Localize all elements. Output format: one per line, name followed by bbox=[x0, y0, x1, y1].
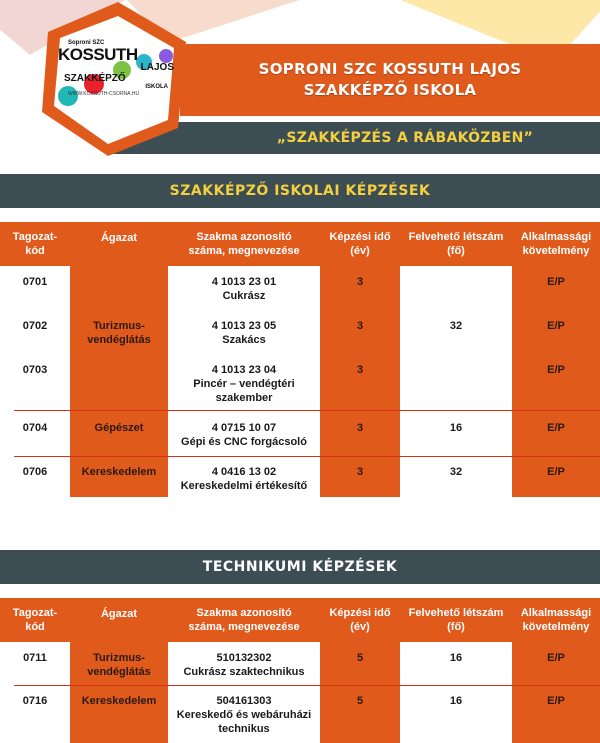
cell-alkalmassag: E/P bbox=[547, 276, 565, 288]
logo-small-text: Soproni SZC bbox=[68, 40, 105, 46]
szakkepzo-table bbox=[0, 222, 600, 497]
table-header bbox=[0, 222, 600, 266]
row-divider bbox=[14, 410, 600, 411]
header-letszam: Felvehető létszám (fő) bbox=[408, 231, 504, 257]
cell-szakma: 510132302 Cukrász szaktechnikus bbox=[183, 652, 305, 678]
cell-szakma: 4 0715 10 07 Gépi és CNC forgácsoló bbox=[181, 422, 307, 448]
cell-kod: 0701 bbox=[22, 276, 48, 288]
school-title-line2: SZAKKÉPZŐ ISKOLA bbox=[303, 81, 477, 99]
cell-agazat: Turizmus- vendéglátás bbox=[87, 320, 151, 346]
header-alkalmassag: Alkalmassági követelmény bbox=[520, 607, 592, 633]
header-szakma: Szakma azonosító száma, megnevezése bbox=[188, 231, 300, 257]
cell-alkalmassag: E/P bbox=[547, 320, 565, 332]
logo-szakkepzo: SZAKKÉPZŐ bbox=[64, 73, 126, 84]
school-title-line1: SOPRONI SZC KOSSUTH LAJOS bbox=[258, 60, 522, 78]
cell-agazat: Gépészet bbox=[94, 422, 144, 434]
table-header bbox=[0, 598, 600, 642]
cell-kod: 0706 bbox=[22, 466, 48, 478]
cell-szakma: 4 1013 23 04 Pincér – vendégtéri szakember bbox=[193, 364, 295, 404]
column-bg-agazat bbox=[70, 262, 168, 497]
cell-alkalmassag: E/P bbox=[547, 364, 565, 376]
cell-kod: 0703 bbox=[22, 364, 48, 376]
cell-szakma: 4 1013 23 01 Cukrász bbox=[211, 276, 277, 302]
cell-kod: 0716 bbox=[22, 695, 48, 707]
cell-ido: 3 bbox=[356, 276, 364, 288]
logo-kossuth: KOSSUTH bbox=[58, 45, 138, 64]
cell-agazat: Kereskedelem bbox=[81, 695, 157, 707]
cell-alkalmassag: E/P bbox=[547, 695, 565, 707]
header-agazat: Ágazat bbox=[100, 232, 138, 244]
cell-letszam: 32 bbox=[449, 466, 463, 478]
cell-agazat: Turizmus- vendéglátás bbox=[87, 652, 151, 678]
cell-alkalmassag: E/P bbox=[547, 652, 565, 664]
header-tagozat-kod: Tagozat- kód bbox=[12, 607, 58, 633]
cell-kod: 0711 bbox=[23, 652, 47, 664]
header-alkalmassag: Alkalmassági követelmény bbox=[520, 231, 592, 257]
header-tagozat-kod: Tagozat- kód bbox=[12, 231, 58, 257]
cell-ido: 3 bbox=[356, 466, 364, 478]
cell-szakma: 4 1013 23 05 Szakács bbox=[211, 320, 277, 346]
cell-szakma: 504161303 Kereskedő és webáruházi technikus bbox=[176, 695, 312, 735]
logo-url: WWW.KOSSUTH-CSORNA.HU bbox=[68, 91, 140, 97]
cell-szakma: 4 0416 13 02 Kereskedelmi értékesítő bbox=[180, 466, 308, 492]
cell-letszam: 16 bbox=[449, 422, 463, 434]
logo-iskola: ISKOLA bbox=[145, 84, 168, 90]
column-bg-ido bbox=[320, 262, 400, 497]
column-bg-alkalmassag bbox=[512, 262, 600, 497]
cell-kod: 0704 bbox=[22, 422, 48, 434]
cell-alkalmassag: E/P bbox=[547, 422, 565, 434]
section-title-szakkepzo: SZAKKÉPZŐ ISKOLAI KÉPZÉSEK bbox=[169, 183, 431, 199]
header-kepzesi-ido: Képzési idő (év) bbox=[329, 231, 391, 257]
logo-lajos: LAJOS bbox=[140, 62, 174, 73]
technikum-table bbox=[0, 598, 600, 743]
cell-alkalmassag: E/P bbox=[547, 466, 565, 478]
cell-ido: 3 bbox=[356, 364, 364, 376]
cell-ido: 5 bbox=[356, 695, 364, 707]
cell-letszam: 16 bbox=[449, 652, 463, 664]
row-divider bbox=[14, 456, 600, 457]
school-logo bbox=[38, 0, 190, 156]
section-title-bar-szakkepzo bbox=[0, 174, 600, 208]
slogan-text: „SZAKKÉPZÉS A RÁBAKÖZBEN” bbox=[276, 130, 534, 146]
section-title-bar-technikum bbox=[0, 550, 600, 584]
cell-ido: 5 bbox=[356, 652, 364, 664]
row-divider bbox=[14, 685, 600, 686]
cell-letszam: 16 bbox=[449, 695, 463, 707]
header-szakma: Szakma azonosító száma, megnevezése bbox=[188, 607, 300, 633]
cell-kod: 0702 bbox=[22, 320, 48, 332]
header-agazat: Ágazat bbox=[100, 608, 138, 620]
school-title-banner bbox=[180, 44, 600, 116]
cell-agazat: Kereskedelem bbox=[81, 466, 157, 478]
cell-ido: 3 bbox=[356, 422, 364, 434]
cell-ido: 3 bbox=[356, 320, 364, 332]
logo-wordmark bbox=[58, 40, 176, 97]
section-title-technikum: TECHNIKUMI KÉPZÉSEK bbox=[202, 559, 398, 575]
header-kepzesi-ido: Képzési idő (év) bbox=[329, 607, 391, 633]
header-letszam: Felvehető létszám (fő) bbox=[408, 607, 504, 633]
cell-letszam: 32 bbox=[449, 320, 463, 332]
